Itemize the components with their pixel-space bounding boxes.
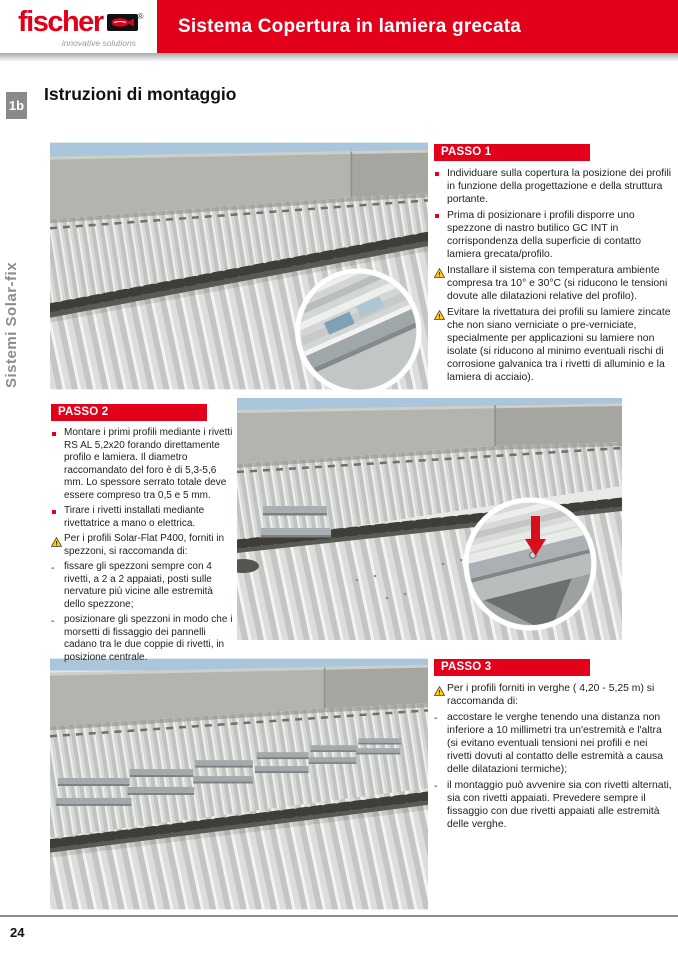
instruction-item [434, 264, 674, 303]
instruction-text: Tirare i rivetti installati mediante rivettatrice a mano o elettrica. [64, 505, 205, 529]
page-title: Istruzioni di montaggio [44, 84, 237, 104]
instruction-text: Per i profili Solar-Flat P400, forniti in spezzoni, si raccomanda di: [64, 533, 225, 557]
instruction-item [434, 682, 674, 708]
dash-marker: - [434, 712, 438, 724]
instruction-text: Montare i primi profili mediante i rivetti RS AL 5,2x20 forando direttamente profilo e lamiera. Il diametro raccomandato del foro è di 5,3-5,6 mm. Lo spessore serrato totale deve essere compreso tra 0,5 e 5 mm. [64, 427, 233, 501]
instruction-text: fissare gli spezzoni sempre con 4 rivetti, a 2 a 2 appaiati, posti sulle nervature più vicine alle estremità dello spezzone; [64, 561, 213, 610]
instruction-item [51, 561, 235, 611]
instruction-item [434, 711, 674, 776]
instruction-item [434, 167, 674, 206]
passo-2-header [51, 404, 207, 421]
photo-passo2-roof [237, 398, 622, 640]
instruction-item [51, 533, 235, 558]
instruction-text: Prima di posizionare i profili disporre uno spezzone di nastro butilico GC INT in corrispondenza della superficie di contatto lamiera grecata/profilo. [447, 210, 642, 260]
passo-3-title: PASSO 3 [441, 661, 492, 673]
svg-text:!: ! [438, 271, 441, 278]
passo-1-header [434, 144, 590, 161]
warning-icon [434, 268, 445, 278]
header-shadow [0, 53, 678, 62]
instruction-text: Evitare la rivettatura dei profili su lamiere zincate che non siano verniciate o pre-verniciate, specialmente per applicazioni su lamiere non isolate (si riducono al minimo eventuali rischi di corrosione galvanica tra i rivetti di alluminio e la lamiera di acciaio). [447, 307, 671, 383]
svg-text:!: ! [55, 540, 58, 547]
instruction-text: il montaggio può avvenire sia con rivetti alternati, sia con rivetti appaiati. Prevedere sempre il fissaggio con due rivetti appaiati alle estremità delle verghe. [447, 780, 672, 830]
brand-tagline: innovative solutions [61, 38, 136, 48]
sidebar-vertical-label: Sistemi Solar-fix [3, 261, 20, 388]
passo-2-title: PASSO 2 [58, 406, 109, 418]
instruction-text: Per i profili forniti in verghe ( 4,20 - 5,25 m) si raccomanda di: [447, 683, 655, 707]
page-banner-title: Sistema Copertura in lamiera grecata [178, 15, 522, 37]
footer-rule [0, 915, 678, 917]
page-number: 24 [10, 925, 25, 940]
photo-passo1-roof [50, 142, 428, 390]
instruction-text: accostare le verghe tenendo una distanza non inferiore a 10 millimetri tra un'estremità e l'altra (si evitano eventuali tensioni nei profili e nei rivetti dovuti al contatto delle estremità a causa delle dilatazioni termiche); [447, 712, 664, 775]
warning-icon [434, 310, 445, 320]
bullet-icon [435, 214, 439, 218]
registered-mark: ® [137, 12, 144, 21]
passo-1-panel [434, 144, 674, 387]
instruction-item [51, 427, 235, 502]
warning-icon [51, 537, 62, 547]
photo-passo3-roof [50, 658, 428, 910]
header-banner [157, 0, 678, 53]
instruction-item [434, 306, 674, 384]
instruction-text: Installare il sistema con temperatura ambiente compresa tra 10° e 30°C (si riducono le tensioni dovute alle dilatazioni relative del profilo). [447, 265, 668, 302]
svg-text:!: ! [438, 313, 441, 320]
svg-text:!: ! [438, 689, 441, 696]
bullet-icon [52, 510, 56, 514]
passo-2-panel [51, 404, 235, 667]
passo-1-title: PASSO 1 [441, 146, 492, 158]
section-tab-1b: 1b [6, 92, 27, 119]
dash-marker: - [51, 615, 55, 627]
instruction-text: posizionare gli spezzoni in modo che i morsetti di fissaggio dei pannelli cadano tra le due coppie di rivetti, in posizione centrale. [64, 614, 233, 663]
dash-marker: - [51, 562, 55, 574]
bullet-icon [52, 432, 56, 436]
instruction-item [434, 779, 674, 831]
instruction-item [51, 505, 235, 530]
passo-3-panel [434, 659, 674, 834]
fischer-logo-text: fischer [18, 6, 103, 38]
instruction-text: Individuare sulla copertura la posizione dei profili in funzione della progettazione e della struttura portante. [447, 168, 672, 205]
bullet-icon [435, 172, 439, 176]
passo-3-header [434, 659, 590, 676]
dash-marker: - [434, 780, 438, 792]
instruction-item [51, 614, 235, 664]
fischer-fish-icon [107, 14, 138, 31]
warning-icon [434, 686, 445, 696]
instruction-item [434, 209, 674, 261]
fischer-logo [18, 6, 148, 48]
